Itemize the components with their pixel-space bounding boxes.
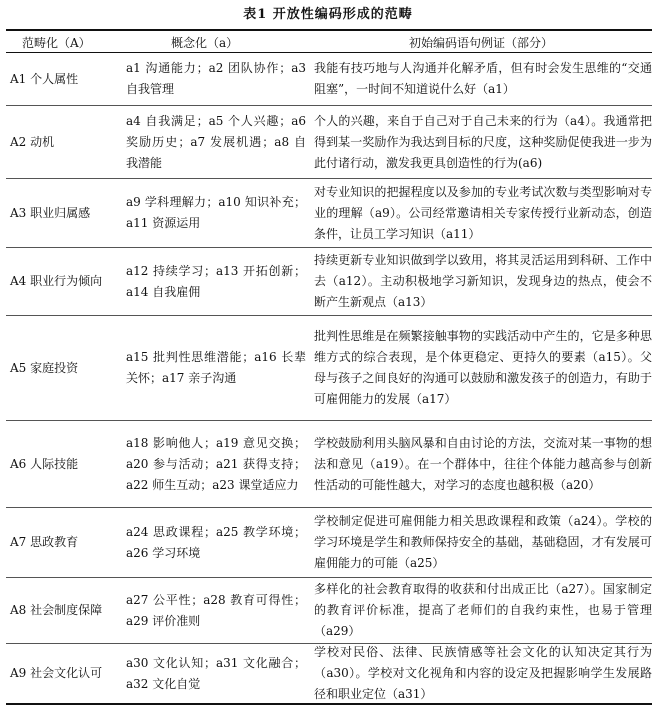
row-concept: a1 沟通能力；a2 团队协作；a3 自我管理 (126, 61, 306, 96)
row-category: A5 家庭投资 (10, 360, 79, 375)
row-category: A3 职业归属感 (10, 205, 91, 220)
table-bottom-rule (6, 703, 652, 705)
row-category: A9 社会文化认可 (10, 666, 103, 680)
table-row (6, 316, 652, 421)
row-concept: a4 自我满足；a5 个人兴趣；a6 奖励历史；a7 发展机遇；a8 自我潜能 (126, 113, 306, 170)
row-concept: a9 学科理解力；a10 知识补充；a11 资源运用 (126, 195, 306, 230)
header-examples: 初始编码语句例证（部分） (409, 36, 554, 50)
header-category: 范畴化（A） (22, 36, 91, 50)
row-category: A6 人际技能 (10, 456, 79, 471)
row-concept: a24 思政课程；a25 教学环境；a26 学习环境 (126, 524, 306, 560)
row-example: 多样化的社会教育取得的收获和付出成正比（a27）。国家制定的教育评价标准，提高了老师们的自我约束性，也易于管理（a29） (314, 582, 652, 638)
table-row (6, 644, 652, 703)
row-example: 批判性思维是在频繁接触事物的实践活动中产生的，它是多种思维方式的综合表现，是个体更稳定、更持久的要素（a15）。父母与孩子之间良好的沟通可以鼓励和激发孩子的创造力，有助于可雇佣能力的发展（a17） (314, 329, 652, 406)
table-row (6, 179, 652, 248)
row-concept: a27 公平性；a28 教育可得性；a29 评价准则 (126, 592, 306, 628)
table-row (6, 508, 652, 578)
table-row (6, 421, 652, 508)
table-row (6, 578, 652, 644)
row-example: 对专业知识的把握程度以及参加的专业考试次数与类型影响对专业的理解（a9）。公司经常邀请相关专家传授行业新动态，创造条件，让员工学习知识（a11） (314, 184, 652, 241)
table-row (6, 248, 652, 316)
row-example: 个人的兴趣，来自于自己对于自己未来的行为（a4）。我通常把得到某一奖励作为我达到目标的尺度，这种奖励促使我进一步为此付诸行动，激发我更具创造性的行为(a6) (314, 113, 652, 170)
row-concept: a15 批判性思维潜能；a16 长辈关怀；a17 亲子沟通 (126, 350, 306, 385)
header-concept: 概念化（a） (171, 36, 239, 50)
row-example: 学校制定促进可雇佣能力相关思政课程和政策（a24）。学校的学习环境是学生和教师保持安全的基础，基础稳固，才有发展可雇佣能力的可能（a25） (314, 514, 652, 570)
row-category: A8 社会制度保障 (10, 603, 103, 617)
row-category: A1 个人属性 (10, 71, 79, 86)
row-concept: a30 文化认知；a31 文化融合；a32 文化自觉 (126, 655, 306, 691)
row-concept: a12 持续学习；a13 开拓创新；a14 自我雇佣 (126, 263, 306, 299)
row-example: 我能有技巧地与人沟通并化解矛盾，但有时会发生思维的“交通阻塞”，一时间不知道说什么好（a1） (314, 61, 652, 96)
row-category: A4 职业行为倾向 (10, 274, 103, 288)
table-row (6, 53, 652, 106)
row-concept: a18 影响他人；a19 意见交换；a20 参与活动；a21 获得支持；a22 师生互动；a23 课堂适应力 (126, 435, 306, 492)
row-category: A2 动机 (10, 134, 55, 149)
row-example: 学校对民俗、法律、民族情感等社会文化的认知决定其行为（a30）。学校对文化视角和内容的设定及把握影响学生发展路径和职业定位（a31） (314, 645, 652, 701)
row-example: 持续更新专业知识做到学以致用，将其灵活运用到科研、工作中去（a12）。主动积极地学习新知识，发现身边的热点，使会不断产生新观点（a13） (314, 253, 652, 309)
table-row (6, 106, 652, 179)
row-example: 学校鼓励利用头脑风暴和自由讨论的方法，交流对某一事物的想法和意见（a19）。在一个群体中，往往个体能力越高参与创新性活动的可能性越大，对学习的态度也越积极（a20） (314, 435, 652, 492)
table-header-row (6, 31, 652, 52)
table-title: 表1 开放性编码形成的范畴 (243, 7, 413, 22)
row-category: A7 思政教育 (10, 535, 79, 549)
